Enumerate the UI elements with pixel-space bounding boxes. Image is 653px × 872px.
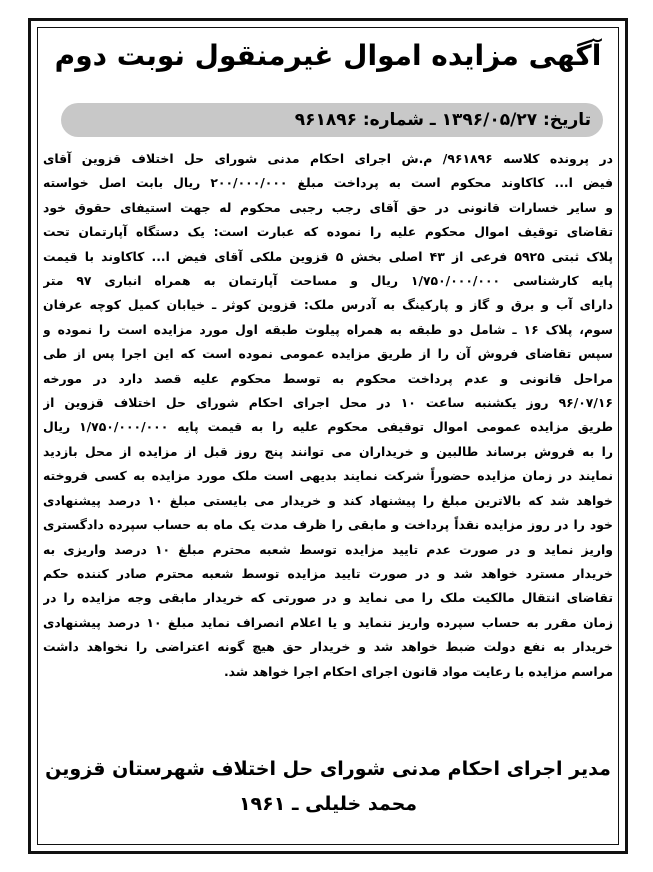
date-number-bar: تاریخ: ۱۳۹۶/۰۵/۲۷ ـ شماره: ۹۶۱۸۹۶ — [61, 103, 603, 137]
body-line: طریق مزایده عمومی اموال توقیفی محکوم علیه را به قیمت پایه ۱/۷۵۰/۰۰۰/۰۰۰ ریال — [43, 419, 613, 435]
body-line: تقاضای توقیف اموال محکوم علیه را نموده که عبارت است: یک دستگاه آپارتمان تحت — [43, 224, 613, 240]
body-line: تقاضای انتقال مالکیت ملک را می نماید و در صورتی که خریدار مابقی وجه مزایده را در — [43, 590, 613, 606]
body-line: خریدار مسترد خواهد شد و در صورت تایید مزایده توسط شعبه محترم صادر کننده حکم — [43, 565, 613, 581]
notice-title: آگهی مزایده اموال غیرمنقول نوبت دوم — [54, 39, 602, 72]
body-line: و سایر خسارات قانونی در حق آقای رجب رجبی محکوم له جهت استیفای حقوق خود — [43, 199, 613, 215]
auction-notice — [28, 18, 628, 854]
body-line: مراحل قانونی و عدم پرداخت محکوم به توسط محکوم علیه قصد دارد در مورخه — [43, 370, 613, 386]
body-line: خریدار به نفع دولت ضبط خواهد شد و خریدار حق هیچ گونه اعتراضی را نخواهد داشت — [43, 639, 613, 655]
body-line: خود را در روز مزایده نقداً پرداخت و مابقی را ظرف مدت یک ماه به حساب سپرده دادگستری — [43, 517, 613, 533]
notice-body — [43, 147, 613, 684]
body-line: فیض ا... کاکاوند محکوم است به پرداخت مبلغ ۲۰۰/۰۰۰/۰۰۰ ریال بابت اصل خواسته — [43, 175, 613, 191]
body-line: را به فروش برساند طالبین و خریداران می توانند پنج روز قبل از مزایده از محل بازدید — [43, 443, 613, 459]
body-line: خواهد شد که بالاترین مبلغ را پیشنهاد کند و خریدار می بایستی مبلغ ۱۰ درصد پیشنهادی — [43, 492, 613, 508]
body-line: پایه کارشناسی ۱/۷۵۰/۰۰۰/۰۰۰ ریال و مساحت آپارتمان به همراه انباری ۹۷ متر — [43, 273, 613, 289]
signature-name: محمد خلیلی ـ ۱۹۶۱ — [238, 793, 418, 815]
body-line: سپس تقاضای فروش آن را از طریق مزایده عمومی نموده است که این اجرا پس از طی — [43, 346, 613, 362]
body-line: پلاک ثبتی ۵۹۲۵ فرعی از ۴۳ اصلی بخش ۵ قزوین ملکی آقای فیض ا... کاکاوند با قیمت — [43, 248, 613, 264]
body-line: واریز نماید و در صورت عدم تایید مزایده توسط شعبه محترم مبلغ ۱۰ درصد واریزی به — [43, 541, 613, 557]
body-line: مراسم مزایده با رعایت مواد قانون اجرای احکام اجرا خواهد شد. — [223, 663, 613, 679]
body-line: دارای آب و برق و گاز و پارکینگ به آدرس ملک: قزوین کوثر ـ خیابان کمیل کوچه عرفان — [43, 297, 613, 313]
body-line: زمان مقرر به حساب سپرده واریز ننماید و یا اعلام انصراف نماید مبلغ ۱۰ درصد پیشنهادی — [43, 614, 613, 630]
body-line: سوم، پلاک ۱۶ ـ شامل دو طبقه به همراه پیلوت طبقه اول مورد مزایده است را نموده و — [43, 321, 613, 337]
signature-title: مدیر اجرای احکام مدنی شورای حل اختلاف شهرستان قزوین — [45, 758, 611, 780]
body-line: نمایند در زمان مزایده حضوراً شرکت نمایند بدیهی است ملک مورد مزایده به کسی فروخته — [43, 468, 613, 484]
body-line: در پرونده کلاسه ۹۶۱۸۹۶/ م.ش اجرای احکام مدنی شورای حل اختلاف قزوین آقای — [43, 151, 613, 166]
body-line: ۹۶/۰۷/۱۶ روز یکشنبه ساعت ۱۰ در محل اجرای احکام شورای حل اختلاف قزوین از — [43, 395, 613, 411]
